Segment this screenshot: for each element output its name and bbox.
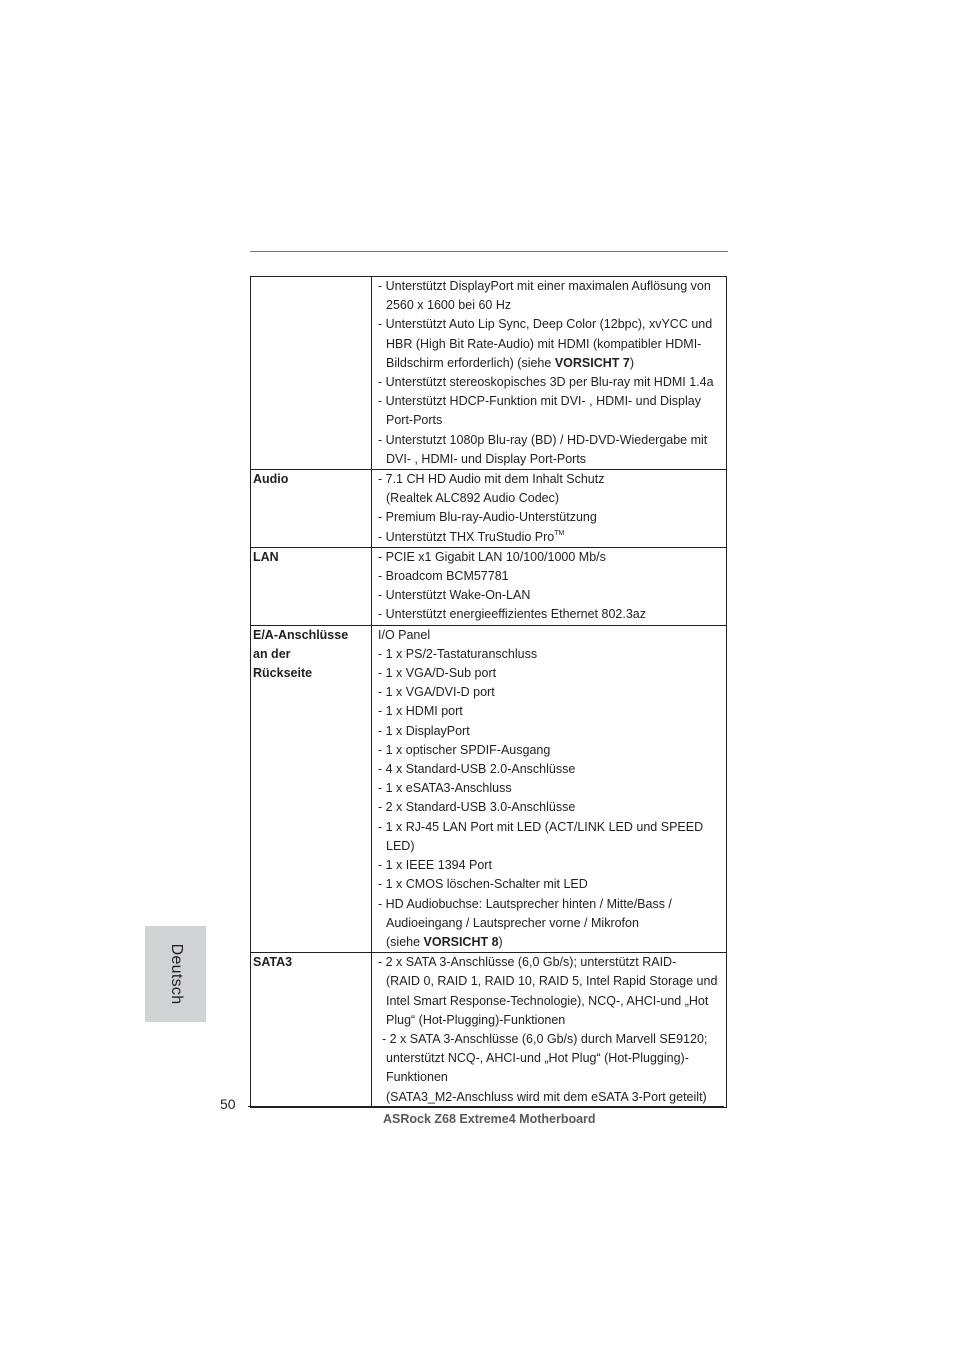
list-item-text: ) [498,934,503,949]
top-rule [250,251,728,252]
list-item: - Broadcom BCM57781 [378,569,509,584]
list-item: Plug“ (Hot-Plugging)-Funktionen [386,1012,566,1027]
list-item: - 1 x CMOS löschen-Schalter mit LED [378,877,588,892]
list-item: - 7.1 CH HD Audio mit dem Inhalt Schutz [378,472,605,487]
table-row-graphics-continued [251,277,727,470]
list-item-text: ) [629,355,634,370]
language-label: Deutsch [167,943,185,1005]
page-number: 50 [220,1096,236,1112]
list-item: unterstützt NCQ-, AHCI-und „Hot Plug“ (Hot-Plugging)- [386,1051,689,1066]
list-item: - HD Audiobuchse: Lautsprecher hinten / Mitte/Bass / [378,896,672,911]
row-label-sata3: SATA3 [251,953,372,1108]
footer-product-name: ASRock Z68 Extreme4 Motherboard [383,1112,596,1126]
row-label-line: E/A-Anschlüsse [253,627,349,642]
trademark-mark: TM [554,529,565,537]
caution-ref: VORSICHT 7 [554,355,630,370]
row-label-audio: Audio [251,470,372,548]
table-row-sata3 [251,953,727,1108]
list-item: - 2 x SATA 3-Anschlüsse (6,0 Gb/s) durch Marvell SE9120; [382,1031,708,1046]
list-item: - 1 x optischer SPDIF-Ausgang [378,742,551,757]
list-item: - 4 x Standard-USB 2.0-Anschlüsse [378,762,576,777]
row-label-lan: LAN [251,547,372,625]
list-item [378,354,726,373]
spec-table [250,276,727,1108]
list-item: - Unterstützt stereoskopisches 3D per Blu-ray mit HDMI 1.4a [378,375,714,390]
list-item: I/O Panel [378,627,431,642]
language-side-tab [145,926,206,1022]
list-item: - 1 x VGA/D-Sub port [378,666,497,681]
list-item: - PCIE x1 Gigabit LAN 10/100/1000 Mb/s [378,549,606,564]
list-item: - Unterstützt Wake-On-LAN [378,588,531,603]
row-content-audio [372,470,727,548]
row-content-io [372,625,727,952]
list-item: (SATA3_M2-Anschluss wird mit dem eSATA 3-Port geteilt) [386,1089,707,1104]
list-item: DVI- , HDMI- und Display Port-Ports [386,451,587,466]
table-row-audio [251,470,727,548]
list-item: - 1 x HDMI port [378,704,463,719]
row-label-line: an der [253,646,291,661]
list-item: (Realtek ALC892 Audio Codec) [386,491,560,506]
row-label-empty [251,277,372,470]
list-item: - Unterstutzt 1080p Blu-ray (BD) / HD-DVD-Wiedergabe mit [378,432,708,447]
list-item: - 1 x PS/2-Tastaturanschluss [378,646,538,661]
list-item: Port-Ports [386,413,443,428]
list-item: LED) [386,838,415,853]
list-item: 2560 x 1600 bei 60 Hz [386,298,512,313]
list-item: HBR (High Bit Rate-Audio) mit HDMI (kompatibler HDMI- [386,336,702,351]
list-item: Funktionen [386,1070,448,1085]
list-item: (RAID 0, RAID 1, RAID 10, RAID 5, Intel Rapid Storage und [386,974,718,989]
row-label-line: Rückseite [253,666,313,681]
bottom-rule [248,1106,724,1107]
list-item: - 2 x SATA 3-Anschlüsse (6,0 Gb/s); unterstützt RAID- [378,955,677,970]
table-row-io [251,625,727,952]
list-item [378,528,726,547]
list-item: - Unterstützt HDCP-Funktion mit DVI- , HDMI- und Display [378,394,701,409]
list-item: - 1 x eSATA3-Anschluss [378,781,512,796]
list-item: Audioeingang / Lautsprecher vorne / Mikrofon [386,915,639,930]
list-item-text: - Unterstützt THX TruStudio Pro [378,529,555,544]
list-item: - 1 x VGA/DVI-D port [378,685,495,700]
caution-ref: VORSICHT 8 [423,934,499,949]
list-item: - Unterstützt energieeffizientes Ethernet 802.3az [378,607,646,622]
list-item: Intel Smart Response-Technologie), NCQ-, AHCI-und „Hot [386,993,709,1008]
row-content-lan [372,547,727,625]
table-row-lan [251,547,727,625]
list-item-text: Bildschirm erforderlich) (siehe [386,355,555,370]
list-item: - Unterstützt Auto Lip Sync, Deep Color (12bpc), xvYCC und [378,317,713,332]
row-label-io [251,625,372,952]
list-item: - 1 x RJ-45 LAN Port mit LED (ACT/LINK LED und SPEED [378,819,704,834]
row-content-graphics [372,277,727,470]
list-item: - 1 x IEEE 1394 Port [378,858,492,873]
row-content-sata3 [372,953,727,1108]
list-item [378,933,726,952]
list-item: - Premium Blu-ray-Audio-Unterstützung [378,510,597,525]
list-item: - Unterstützt DisplayPort mit einer maximalen Auflösung von [378,279,711,293]
list-item: - 1 x DisplayPort [378,723,470,738]
list-item-text: (siehe [386,934,424,949]
list-item: - 2 x Standard-USB 3.0-Anschlüsse [378,800,576,815]
